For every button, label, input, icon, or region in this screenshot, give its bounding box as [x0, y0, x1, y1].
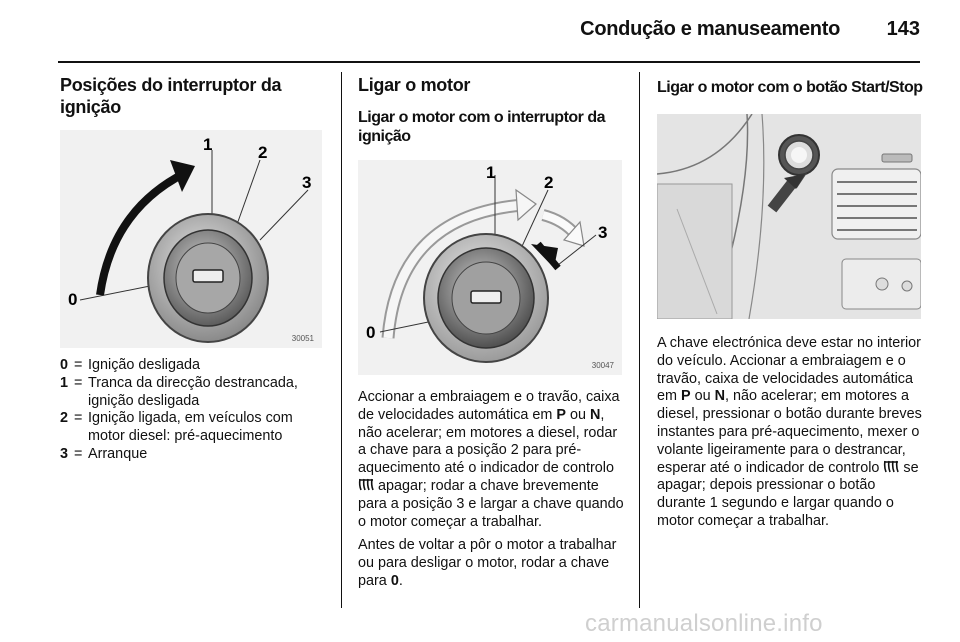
figure-label-3: 3 — [598, 223, 608, 242]
text-run: Accionar a embraiagem e o travão, caixa de velocidades automática em — [358, 389, 620, 423]
text-run: , não acelerar; em motores a diesel, pressionar o botão durante breves instantes para pré-aquecimento, mexer o volante ligeiramente para o destrancar, esperar até o indicador de controlo — [657, 388, 922, 476]
column-divider-1 — [341, 72, 342, 608]
figure-id: 30047 — [591, 361, 614, 370]
legend-text: Tranca da direcção destrancada, ignição desligada — [88, 374, 298, 409]
page-number: 143 — [886, 18, 920, 40]
text-run: A chave electrónica deve estar no interior do veículo. Accionar a embraiagem e o travão, caixa de velocidades automática em — [657, 335, 921, 405]
figure-ignition-rotation — [358, 160, 622, 375]
legend-key: 0 — [60, 357, 69, 373]
column-ignition-positions — [60, 74, 330, 464]
figure-label-2: 2 — [544, 173, 554, 192]
header-divider — [58, 61, 920, 63]
legend-text: Ignição desligada — [88, 357, 201, 373]
section-heading-start-engine: Ligar o motor — [358, 75, 471, 95]
figure-start-stop-button — [657, 114, 921, 319]
figure-label-0: 0 — [68, 290, 78, 309]
instruction-paragraph-2 — [358, 537, 628, 590]
column-start-engine — [358, 74, 628, 591]
dashboard-illustration — [657, 114, 921, 319]
legend-list — [60, 357, 330, 464]
legend-item — [60, 357, 330, 375]
text-run: Antes de voltar a pôr o motor a trabalhar ou para desligar o motor, rodar a chave para — [358, 537, 617, 589]
legend-item — [60, 410, 330, 446]
legend-sep: = — [74, 374, 83, 391]
legend-sep: = — [74, 410, 83, 427]
position-0: 0 — [390, 572, 399, 589]
glow-plug-icon — [358, 478, 374, 491]
legend-item — [60, 375, 330, 411]
gear-p: P — [556, 406, 566, 423]
legend-sep: = — [74, 357, 83, 373]
legend-key: 2 — [60, 410, 69, 427]
header-title: Condução e manuseamento — [580, 18, 840, 40]
text-run: se apagar; depois pressionar o botão durante 1 segundo e largar quando o motor começar a trabalhar. — [657, 459, 919, 529]
column-start-stop-button — [657, 74, 923, 531]
start-stop-instructions — [657, 335, 923, 531]
column-divider-2 — [639, 72, 640, 608]
legend-text: Arranque — [88, 445, 148, 462]
glow-plug-icon — [883, 460, 899, 473]
text-run: . — [398, 572, 403, 589]
figure-label-0: 0 — [366, 323, 376, 342]
text-run: ou — [566, 406, 591, 423]
figure-label-2: 2 — [258, 143, 268, 162]
ignition-switch-illustration — [60, 130, 322, 348]
legend-text: Ignição ligada, em veículos com motor diesel: pré-aquecimento — [88, 410, 293, 445]
text-run: ou — [690, 388, 715, 405]
subheading-ignition-switch: Ligar o motor com o interruptor da ignição — [358, 109, 606, 145]
section-heading-ignition-positions: Posições do interruptor da ignição — [60, 75, 282, 117]
gear-n: N — [590, 406, 601, 423]
legend-item — [60, 446, 330, 464]
text-run: apagar; rodar a chave brevemente para a posição 3 e largar a chave quando o motor começar a trabalhar. — [358, 477, 624, 530]
figure-ignition-switch — [60, 130, 322, 348]
legend-key: 1 — [60, 374, 69, 391]
subheading-start-stop: Ligar o motor com o botão Start/Stop — [657, 79, 923, 96]
gear-n: N — [714, 388, 726, 405]
legend-sep: = — [74, 445, 83, 462]
instruction-paragraph-1 — [358, 389, 628, 531]
figure-label-3: 3 — [302, 173, 312, 192]
gear-p: P — [681, 388, 691, 405]
legend-key: 3 — [60, 445, 69, 462]
watermark: carmanualsonline.info — [585, 610, 823, 637]
figure-label-1: 1 — [203, 135, 213, 154]
figure-id: 30051 — [291, 334, 314, 343]
text-run: , não acelerar; em motores a diesel, rodar a chave para a posição 2 para pré-aquecimento até o indicador de controlo — [358, 406, 618, 477]
ignition-rotation-illustration — [358, 160, 622, 375]
figure-label-1: 1 — [486, 163, 496, 182]
